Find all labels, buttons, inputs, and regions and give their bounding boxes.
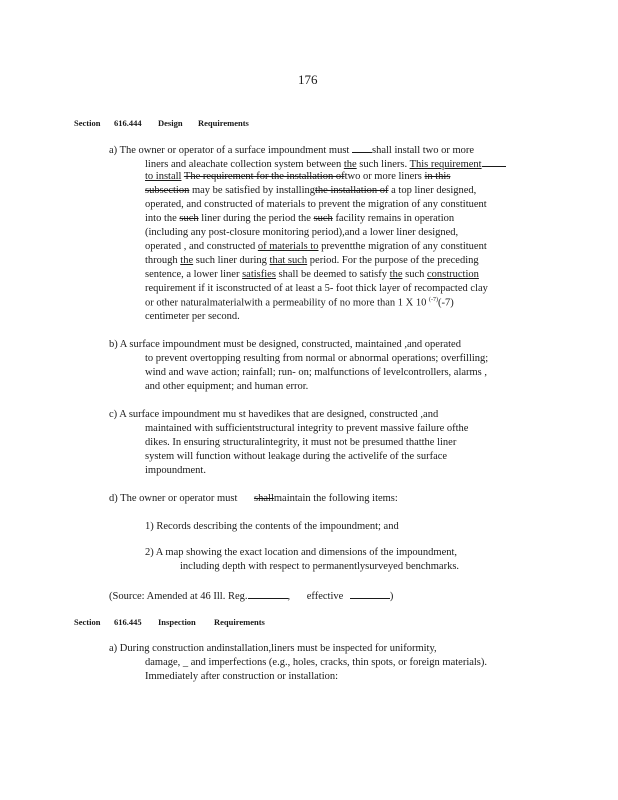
text-line: (including any post-closure monitoring period),and a lower liner designed, (145, 227, 459, 238)
struck-text: in this (424, 171, 451, 182)
text-run: ) (389, 591, 394, 602)
text-run: a) The owner or operator of a surface impoundment must (109, 145, 350, 156)
list-item: 2) A map showing the exact location and dimensions of the impoundment, (145, 547, 458, 558)
inserted-text: the (343, 159, 357, 170)
text-line (145, 269, 479, 280)
text-run: such liner during (195, 255, 267, 266)
section-title-word-1: Design (158, 118, 183, 128)
inserted-text: of materials to (257, 241, 319, 252)
struck-text: the installation of (315, 185, 389, 196)
superscript-exponent: (-7) (429, 297, 438, 303)
inserted-text: satisfies (242, 269, 276, 280)
text-run: , (287, 591, 291, 602)
text-run: period. For the purpose of the preceding (309, 255, 479, 266)
text-run: such liners. (359, 159, 408, 170)
text-line: Immediately after construction or installation: (145, 671, 339, 682)
text-line: b) A surface impoundment must be designed, constructed, maintained ,and operated (109, 339, 461, 350)
section-title-word-2: Requirements (198, 118, 249, 128)
inserted-text: the (389, 269, 403, 280)
blank-underline (482, 157, 506, 167)
text-line: a) During construction andinstallation,liners must be inspected for uniformity, (109, 643, 437, 654)
text-line: to prevent overtopping resulting from normal or abnormal operations; overfilling; (145, 353, 489, 364)
text-line (145, 157, 506, 170)
blank-underline (350, 589, 390, 599)
list-item: 1) Records describing the contents of the impoundment; and (145, 521, 399, 532)
text-line: and other equipment; and human error. (145, 381, 309, 392)
text-run: effective (306, 591, 344, 602)
struck-text: such (179, 213, 199, 224)
text-run: shall be deemed to satisfy (278, 269, 388, 280)
text-line (109, 143, 474, 156)
text-run: into the (145, 213, 177, 224)
inserted-text: This requirement (409, 159, 482, 170)
text-line: operated, and constructed of materials to prevent the migration of any constituent (145, 199, 487, 210)
text-run: (Source: Amended at 46 Ill. Reg. (109, 591, 248, 602)
section-number: 616.444 (114, 118, 142, 128)
source-note (109, 589, 393, 602)
text-line: centimeter per second. (145, 311, 240, 322)
struck-text: shall (254, 493, 274, 504)
section-number: 616.445 (114, 617, 142, 627)
text-line: wind and wave action; rainfall; run- on; malfunctions of levelcontrollers, alarms , (145, 367, 488, 378)
text-line: dikes. In ensuring structuralintegrity, it must not be presumed thatthe liner (145, 437, 457, 448)
text-line: system will function without leakage during the activelife of the surface (145, 451, 448, 462)
blank-underline (352, 143, 372, 153)
text-run: maintain the following items: (273, 493, 398, 504)
text-run: liners and aleachate collection system between (145, 159, 342, 170)
text-run: a top liner designed, (391, 185, 477, 196)
text-line: maintained with sufficientstructural integrity to prevent massive failure ofthe (145, 423, 469, 434)
text-run: facility remains in operation (335, 213, 455, 224)
text-run: may be satisfied by installing (191, 185, 316, 196)
text-line (145, 185, 476, 196)
text-line (109, 493, 398, 504)
text-run: through (145, 255, 178, 266)
text-run: or other naturalmaterialwith a permeability of no more than 1 X 10 (145, 297, 427, 309)
text-line: requirement if it isconstructed of at least a 5- foot thick layer of recompacted clay (145, 283, 488, 294)
section-label: Section (74, 617, 101, 627)
text-line (145, 171, 450, 182)
text-run: two or more liners (344, 171, 422, 182)
page-number: 176 (298, 72, 318, 87)
inserted-text: that such (269, 255, 308, 266)
text-run: (-7) (438, 297, 454, 309)
inserted-text: construction (426, 269, 479, 280)
struck-text: subsection (145, 185, 190, 196)
text-run: operated , and constructed (145, 241, 256, 252)
text-line (145, 297, 454, 309)
text-run: prevent (321, 241, 353, 252)
text-line: impoundment. (145, 465, 206, 476)
text-line (145, 241, 487, 252)
inserted-text: the (180, 255, 194, 266)
inserted-text: to install (145, 171, 182, 182)
text-line: including depth with respect to permanentlysurveyed benchmarks. (180, 561, 460, 572)
section-title-word-2: Requirements (214, 617, 265, 627)
text-run: d) The owner or operator must (109, 493, 238, 504)
text-run: liner during the period the (201, 213, 311, 224)
text-run: such (405, 269, 425, 280)
blank-underline (248, 589, 288, 599)
struck-text: The requirement for the installation of (183, 171, 345, 182)
section-title-word-1: Inspection (158, 617, 196, 627)
text-run: shall install two or more (371, 145, 475, 156)
text-run: the migration of any constituent (352, 241, 487, 252)
struck-text: such (313, 213, 333, 224)
section-label: Section (74, 118, 101, 128)
text-line: damage, _ and imperfections (e.g., holes, cracks, thin spots, or foreign materials). (145, 657, 488, 668)
text-line: c) A surface impoundment mu st havedikes that are designed, constructed ,and (109, 409, 439, 420)
text-run: sentence, a lower liner (145, 269, 240, 280)
text-line (145, 255, 479, 266)
text-line (145, 213, 454, 224)
